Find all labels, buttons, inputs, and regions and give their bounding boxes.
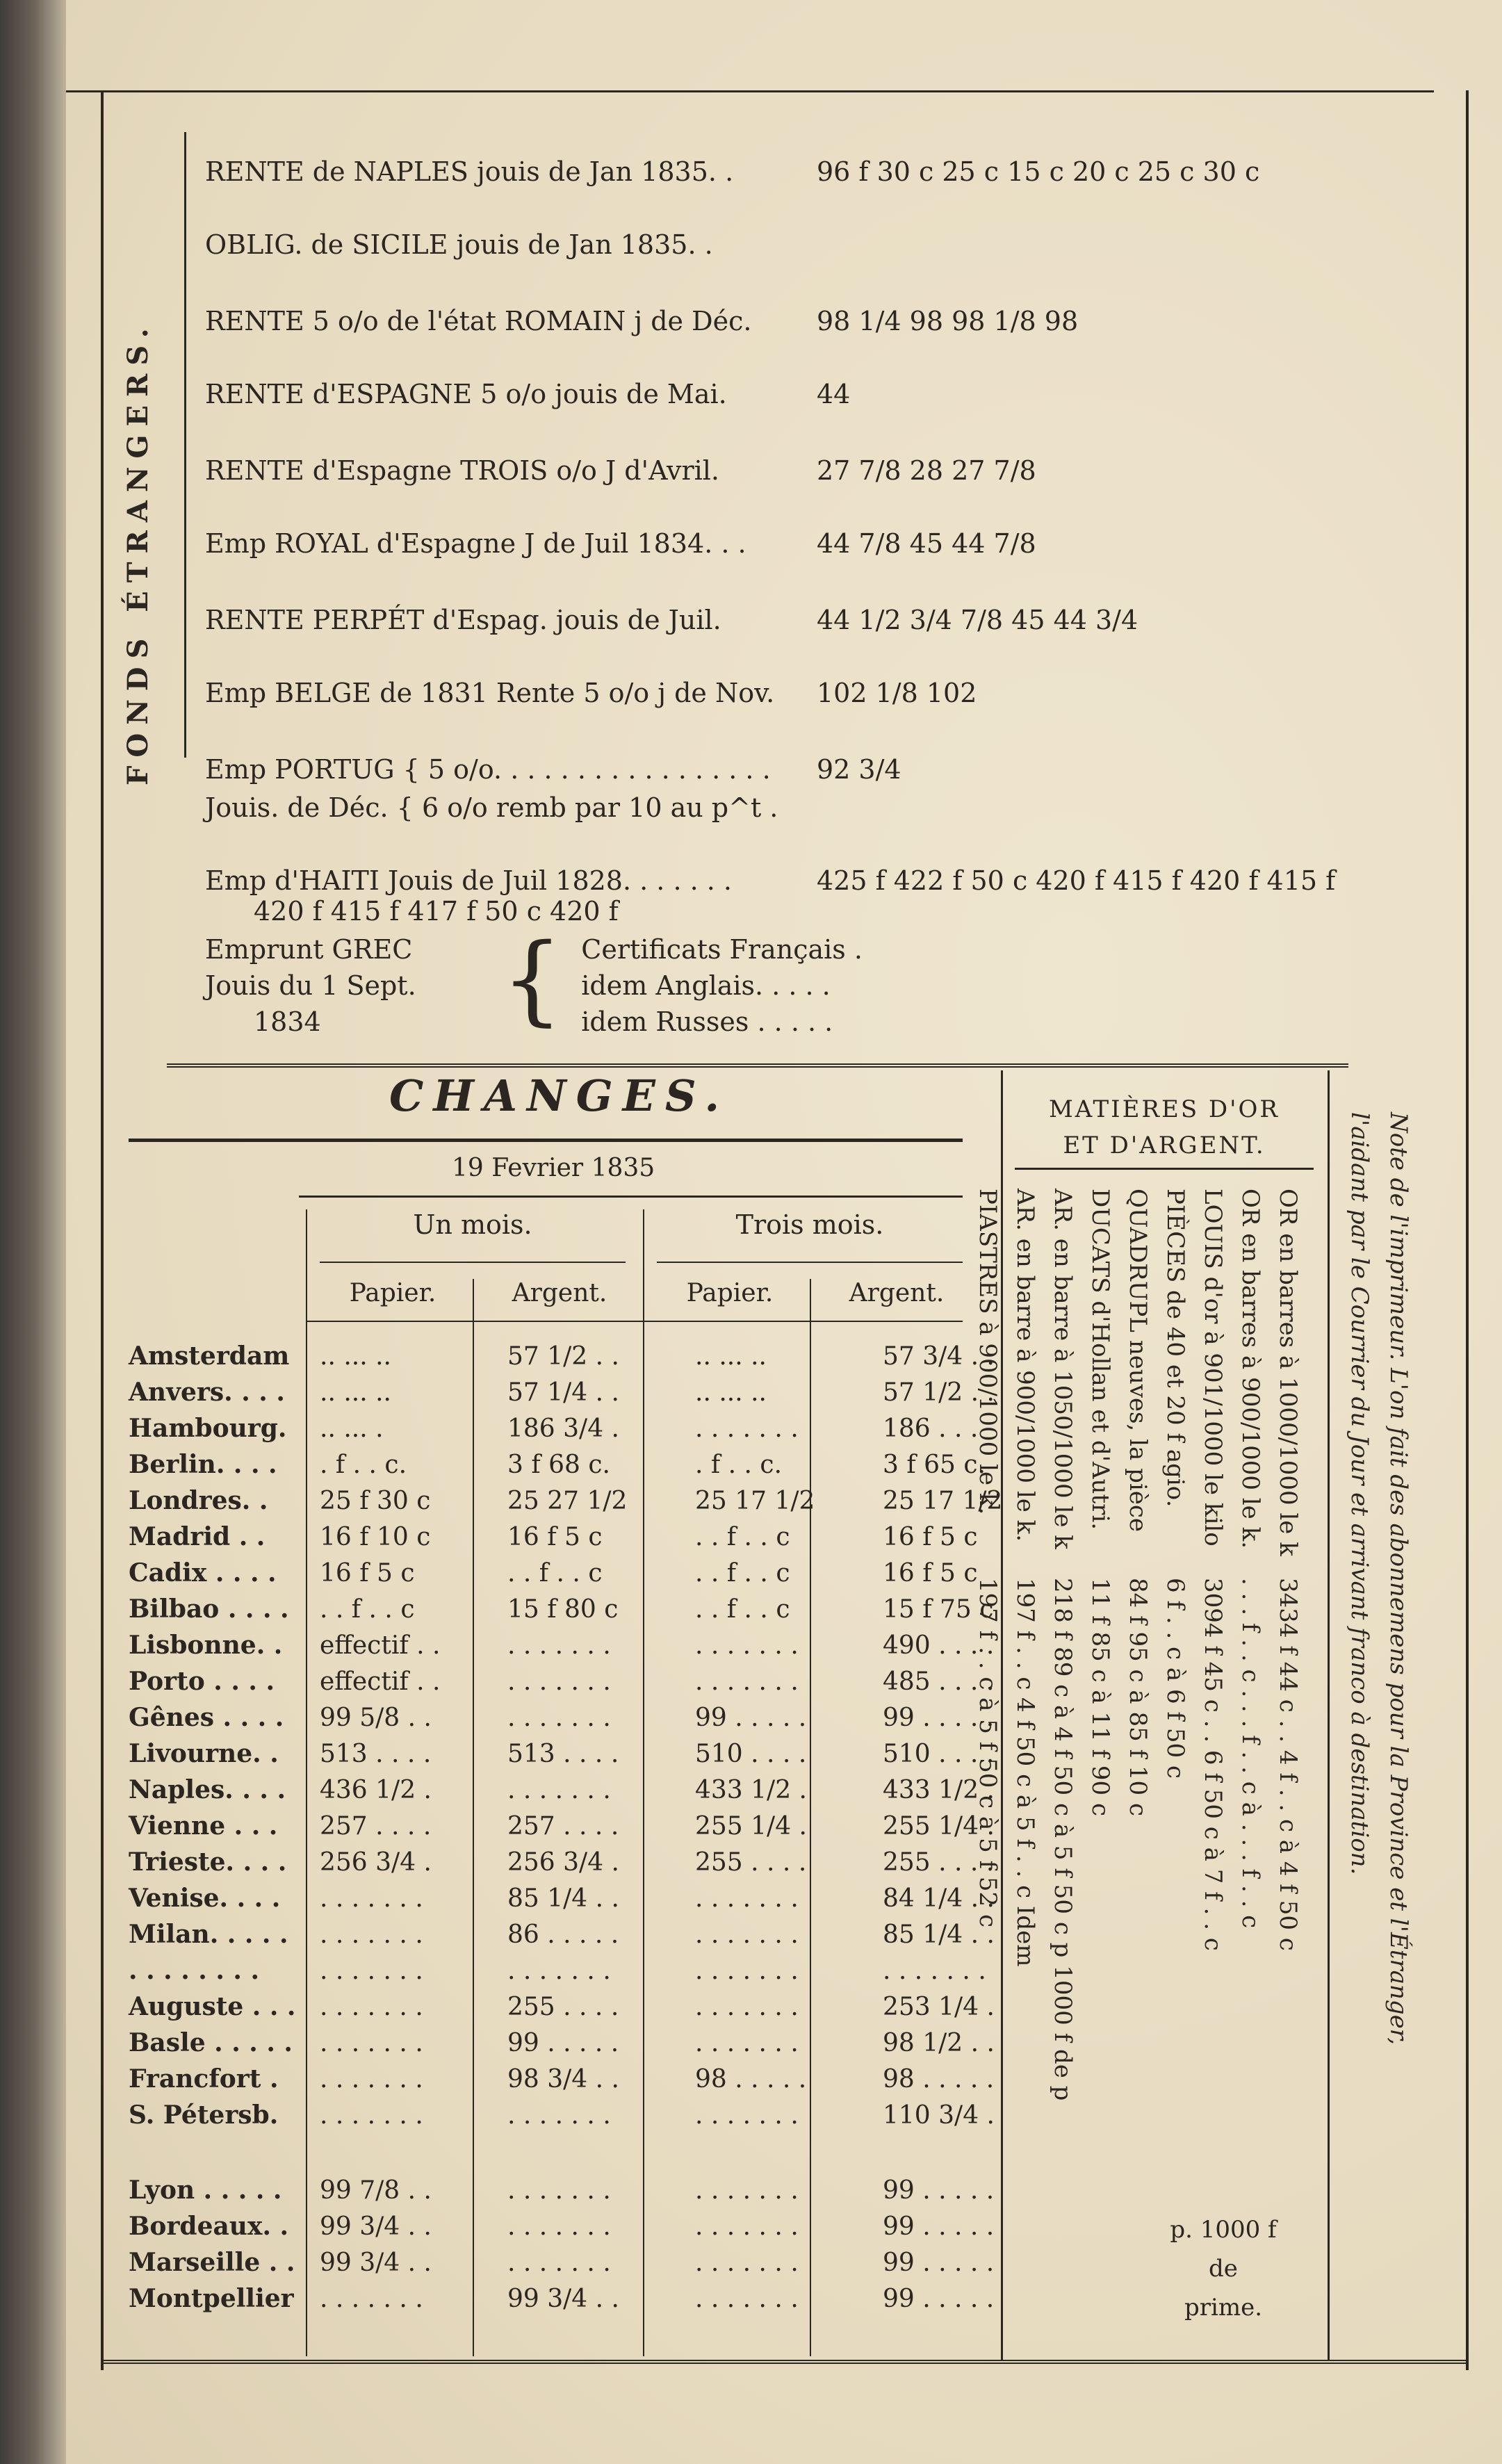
city-name: Bilbao . . . . <box>129 1594 289 1624</box>
fonds-label: RENTE PERPÉT d'Espag. jouis de Juil. <box>205 605 721 635</box>
city-name: Basle . . . . . <box>129 2028 293 2057</box>
matiere-values: 84 f 95 c à 85 f 10 c <box>1124 1578 1152 1817</box>
rate-cell: 84 1/4 . . <box>883 1884 995 1913</box>
rate-cell: 16 f 5 c <box>883 1558 978 1588</box>
grec-line: 1834 <box>254 1006 321 1037</box>
rate-cell: 99 . . . . . <box>883 2248 995 2277</box>
rate-cell: 513 . . . . <box>507 1739 619 1768</box>
rate-cell: 99 3/4 . . <box>320 2248 432 2277</box>
table-row <box>129 1446 1056 1483</box>
rate-cell: . . . . . . . <box>320 1884 423 1913</box>
table-row <box>129 2281 1056 2317</box>
rate-cell: . . . . . . . <box>320 2028 423 2057</box>
rate-cell: . . f . . c <box>507 1558 603 1588</box>
rate-cell: 255 . . . . <box>507 1992 619 2021</box>
rate-cell: . . . . . . . <box>507 1631 611 1660</box>
table-row <box>129 1916 1056 1952</box>
rate-cell: . . . . . . . <box>507 2248 611 2277</box>
city-name: Venise. . . . <box>129 1884 281 1913</box>
matiere-values: 218 f 89 c à 4 f 50 c à 5 f 50 c p 1000 f de p <box>1049 1578 1077 2101</box>
rate-cell: 57 3/4 . . <box>883 1341 995 1371</box>
rate-cell: 186 3/4 . <box>507 1414 619 1443</box>
changes-rule <box>129 1139 963 1142</box>
fonds-label: RENTE d'Espagne TROIS o/o J d'Avril. <box>205 455 719 486</box>
matiere-values: 197 f . . c 4 f 50 c à 5 f . . c Idem <box>1011 1578 1039 1967</box>
rate-cell: 98 . . . . . <box>883 2064 995 2094</box>
fonds-row <box>205 678 977 708</box>
rate-cell: effectif . . <box>320 1631 441 1660</box>
rate-cell: 99 3/4 . . <box>507 2284 619 2313</box>
rate-cell: .. ... .. <box>695 1378 767 1407</box>
fonds-values: 27 7/8 28 27 7/8 <box>817 455 1036 486</box>
matiere-row <box>1081 1189 1119 2100</box>
table-row <box>129 2172 1056 2208</box>
city-name: S. Pétersb. <box>129 2100 279 2130</box>
rate-cell: 99 . . . . . <box>883 1703 995 1732</box>
fonds-values: 44 1/2 3/4 7/8 45 44 3/4 <box>817 605 1138 635</box>
fonds-row <box>205 865 1335 927</box>
rate-cell: 99 . . . . . <box>507 2028 619 2057</box>
rate-cell: 25 27 1/2 <box>507 1486 628 1515</box>
city-name: Porto . . . . <box>129 1667 275 1696</box>
rate-cell: . . . . . . . <box>883 1956 986 1985</box>
header-papier: Papier. <box>686 1279 774 1307</box>
rate-cell: 98 . . . . . <box>695 2064 807 2094</box>
rate-cell: 485 . . . . <box>883 1667 995 1696</box>
rate-cell: . . . . . . . <box>320 2100 423 2130</box>
rate-cell: 433 1/2 . <box>695 1775 807 1804</box>
changes-title: CHANGES. <box>389 1070 730 1121</box>
fonds-label: Emp PORTUG { 5 o/o. . . . . . . . . . . . . . . . . <box>205 754 771 785</box>
city-name: Francfort . <box>129 2064 279 2094</box>
bottom-rule <box>101 2360 1466 2364</box>
rate-cell: . . . . . . . <box>695 2248 799 2277</box>
matiere-row <box>1269 1189 1307 2100</box>
rate-cell: . . . . . . . <box>695 1884 799 1913</box>
rate-cell: 99 . . . . . <box>695 1703 807 1732</box>
group-rule <box>320 1262 626 1263</box>
city-name: Marseille . . <box>129 2248 295 2277</box>
city-name: Madrid . . <box>129 1522 266 1551</box>
rate-cell: 25 f 30 c <box>320 1486 431 1515</box>
matiere-row <box>1232 1189 1269 2100</box>
fonds-label: RENTE 5 o/o de l'état ROMAIN j de Déc. <box>205 306 752 336</box>
rate-cell: 16 f 5 c <box>507 1522 603 1551</box>
rate-cell: 510 . . . . <box>883 1739 995 1768</box>
rate-cell: . . . . . . . <box>507 1956 611 1985</box>
matiere-values: 6 f . . c à 6 f 50 c <box>1161 1578 1189 1779</box>
header-argent: Argent. <box>849 1279 945 1307</box>
grec-line: Jouis du 1 Sept. <box>205 970 416 1001</box>
fonds-etrangers-label: FONDS ÉTRANGERS. <box>122 320 154 785</box>
rate-cell: 255 1/4 . <box>883 1811 995 1841</box>
rate-cell: 85 1/4 . . <box>507 1884 619 1913</box>
rate-cell: 257 . . . . <box>320 1811 432 1841</box>
matiere-row <box>969 1189 1006 2100</box>
table-row <box>129 2208 1056 2244</box>
fonds-values: 102 1/8 102 <box>817 678 977 708</box>
rate-cell: .. ... .. <box>320 1341 391 1371</box>
header-argent: Argent. <box>512 1279 607 1307</box>
matiere-row <box>1194 1189 1232 2100</box>
fonds-label: Emp ROYAL d'Espagne J de Juil 1834. . . <box>205 528 746 559</box>
rate-cell: 3 f 68 c. <box>507 1450 610 1479</box>
header-papier: Papier. <box>349 1279 436 1307</box>
fonds-label: Emp d'HAITI Jouis de Juil 1828. . . . . . . <box>205 865 733 896</box>
rate-cell: 433 1/2 . <box>883 1775 995 1804</box>
fonds-label: RENTE de NAPLES jouis de Jan 1835. . <box>205 156 734 187</box>
rate-cell: . . . . . . . <box>320 2284 423 2313</box>
rate-cell: . . . . . . . <box>507 2212 611 2241</box>
fonds-row <box>205 306 1078 336</box>
rate-cell: . . . . . . . <box>695 1956 799 1985</box>
rate-cell: . . . . . . . <box>320 1920 423 1949</box>
rate-cell: 85 1/4 . . <box>883 1920 995 1949</box>
fonds-values: 98 1/4 98 98 1/8 98 <box>817 306 1079 336</box>
rate-cell: . . . . . . . <box>695 1992 799 2021</box>
fonds-row <box>205 229 817 260</box>
fonds-row <box>205 528 1036 559</box>
rate-cell: 57 1/4 . . <box>507 1378 619 1407</box>
rate-cell: . . . . . . . <box>695 2028 799 2057</box>
rate-cell: 16 f 10 c <box>320 1522 431 1551</box>
city-name: Naples. . . . <box>129 1775 286 1804</box>
emprunt-grec <box>205 923 863 1040</box>
city-name: Vienne . . . <box>129 1811 278 1841</box>
matiere-values: . . . f . . c . . . f . . c à . . . f . . c <box>1236 1578 1264 1929</box>
fonds-label: Emp BELGE de 1831 Rente 5 o/o j de Nov. <box>205 678 775 708</box>
rate-cell: 110 3/4 . <box>883 2100 995 2130</box>
prime-line: prime. <box>1184 2294 1263 2322</box>
grec-line: idem Anglais. . . . . <box>581 970 831 1001</box>
rate-cell: . . f . . c <box>695 1594 790 1624</box>
rate-cell: effectif . . <box>320 1667 441 1696</box>
city-name: Londres. . <box>129 1486 268 1515</box>
note-line: Note de l'imprimeur. L'on fait des abonnemens pour la Province et l'Étranger, <box>1385 1112 1412 2046</box>
fonds-values-continued: 420 f 415 f 417 f 50 c 420 f <box>254 896 619 927</box>
rate-cell: . . . . . . . <box>695 1667 799 1696</box>
matiere-label: PIASTRES à 900/1000 le k. <box>974 1189 1002 1515</box>
rate-cell: . . . . . . . <box>507 1775 611 1804</box>
city-name: Livourne. . <box>129 1739 279 1768</box>
rate-cell: .. ... .. <box>695 1341 767 1371</box>
fonds-values: 44 7/8 45 44 7/8 <box>817 528 1036 559</box>
city-name: Auguste . . . <box>129 1992 296 2021</box>
city-name: Hambourg. <box>129 1414 287 1443</box>
group-rule <box>657 1262 963 1263</box>
table-gap <box>129 2133 1056 2172</box>
city-name: Cadix . . . . <box>129 1558 277 1588</box>
rate-cell: .. ... . <box>320 1414 384 1443</box>
rate-cell: . . . . . . . <box>695 2176 799 2205</box>
rate-cell: .. ... .. <box>320 1378 391 1407</box>
changes-header-rule <box>299 1196 963 1198</box>
matieres-title <box>1015 1091 1314 1164</box>
table-row <box>129 1699 1056 1736</box>
rate-cell: 99 . . . . . <box>883 2176 995 2205</box>
fonds-row <box>205 754 901 785</box>
rate-cell: 25 17 1/2 <box>883 1486 1003 1515</box>
fonds-label: Jouis. de Déc. { 6 o/o remb par 10 au p^t . <box>205 792 778 823</box>
matiere-label: AR. en barre à 900/1000 le k. <box>1011 1189 1039 1542</box>
table-row <box>129 1808 1056 1844</box>
fonds-values: 96 f 30 c 25 c 15 c 20 c 25 c 30 c <box>817 156 1260 187</box>
city-name: Anvers. . . . <box>129 1378 285 1407</box>
prime-line: p. 1000 f <box>1170 2216 1277 2244</box>
rate-cell: . f . . c. <box>695 1450 783 1479</box>
matiere-values: 197 f . . c à 5 f 50 c à 5 f 52 c <box>974 1578 1002 1928</box>
page-edge <box>0 0 76 2464</box>
matiere-row <box>1119 1189 1157 2100</box>
table-row <box>129 1772 1056 1808</box>
table-row <box>129 2025 1056 2061</box>
fonds-values: 44 <box>817 379 851 409</box>
group-trois-mois: Trois mois. <box>735 1209 884 1240</box>
table-row <box>129 1736 1056 1772</box>
rate-cell: . . f . . c <box>320 1594 415 1624</box>
table-row <box>129 1989 1056 2025</box>
matiere-label: QUADRUPL neuves, la pièce <box>1124 1189 1152 1532</box>
rate-cell: 99 7/8 . . <box>320 2176 432 2205</box>
city-name: Lisbonne. . <box>129 1631 283 1660</box>
matiere-label: LOUIS d'or à 901/1000 le kilo <box>1199 1189 1227 1547</box>
rate-cell: 186 . . . <box>883 1414 979 1443</box>
grec-line: Certificats Français . <box>581 934 863 965</box>
brace-glyph: { <box>501 923 564 1036</box>
city-name: . . . . . . . . <box>129 1956 259 1985</box>
table-row <box>129 1880 1056 1916</box>
rate-cell: 490 . . . . <box>883 1631 995 1660</box>
rate-cell: 257 . . . . <box>507 1811 619 1841</box>
table-row <box>129 2061 1056 2097</box>
prime-line: de <box>1209 2255 1238 2283</box>
rate-cell: 255 . . . . <box>695 1847 807 1877</box>
rate-cell: 16 f 5 c <box>320 1558 415 1588</box>
rate-cell: 513 . . . . <box>320 1739 432 1768</box>
rate-cell: . . . . . . . <box>695 1631 799 1660</box>
rate-cell: . . . . . . . <box>695 1920 799 1949</box>
rate-cell: . . . . . . . <box>507 2176 611 2205</box>
rate-cell: . . f . . c <box>695 1558 790 1588</box>
matiere-label: PIÈCES de 40 et 20 f agio. <box>1161 1189 1189 1508</box>
grec-line: Emprunt GREC <box>205 934 413 965</box>
rate-cell: 436 1/2 . <box>320 1775 432 1804</box>
rate-cell: 98 3/4 . . <box>507 2064 619 2094</box>
rate-cell: 99 3/4 . . <box>320 2212 432 2241</box>
rate-cell: 256 3/4 . <box>507 1847 619 1877</box>
table-row <box>129 1483 1056 1519</box>
rate-cell: . . . . . . . <box>320 1992 423 2021</box>
table-row <box>129 1519 1056 1555</box>
matiere-values: 3094 f 45 c . . 6 f 50 c à 7 f . . c <box>1199 1578 1227 1951</box>
table-row <box>129 1555 1056 1591</box>
rate-cell: 98 1/2 . . <box>883 2028 995 2057</box>
table-row <box>129 1663 1056 1699</box>
fonds-values: 92 3/4 <box>817 754 901 785</box>
city-name: Lyon . . . . . <box>129 2176 282 2205</box>
column-rule <box>1328 1070 1330 2360</box>
city-name: Bordeaux. . <box>129 2212 289 2241</box>
table-row <box>129 1338 1056 1374</box>
fonds-label: RENTE d'ESPAGNE 5 o/o jouis de Mai. <box>205 379 727 409</box>
rate-cell: 15 f 75 c <box>883 1594 994 1624</box>
rate-cell: 57 1/2 . . <box>883 1378 995 1407</box>
city-name: Milan. . . . . <box>129 1920 288 1949</box>
matiere-values: 3434 f 44 c . . 4 f . . c à 4 f 50 c <box>1274 1578 1302 1951</box>
fonds-row <box>205 605 1138 635</box>
matiere-label: OR en barres à 1000/1000 le k <box>1274 1189 1302 1556</box>
rate-cell: 3 f 65 c. <box>883 1450 986 1479</box>
fonds-row <box>205 792 817 823</box>
rate-cell: 99 . . . . . <box>883 2284 995 2313</box>
rate-cell: . . . . . . . <box>695 2284 799 2313</box>
group-un-mois: Un mois. <box>413 1209 532 1240</box>
fonds-divider <box>184 132 186 758</box>
table-row <box>129 1374 1056 1410</box>
rate-cell: . . . . . . . <box>695 1414 799 1443</box>
rate-cell: 253 1/4 . <box>883 1992 995 2021</box>
rate-cell: 25 17 1/2 <box>695 1486 815 1515</box>
table-row <box>129 1627 1056 1663</box>
matieres-title-line: MATIÈRES D'OR <box>1048 1095 1280 1123</box>
rate-cell: . . . . . . . <box>507 1703 611 1732</box>
matiere-label: DUCATS d'Hollan et d'Autri. <box>1086 1189 1114 1531</box>
rate-cell: 86 . . . . . <box>507 1920 619 1949</box>
rate-cell: . . . . . . . <box>507 1667 611 1696</box>
printer-note <box>1340 1112 1418 2045</box>
rate-cell: . . f . . c <box>695 1522 790 1551</box>
rate-cell: . . . . . . . <box>507 2100 611 2130</box>
grec-line: idem Russes . . . . . <box>581 1006 833 1037</box>
rate-cell: . . . . . . . <box>695 2100 799 2130</box>
rate-cell: 255 . . . . <box>883 1847 995 1877</box>
note-line: l'aidant par le Courrier du Jour et arrivant franco à destination. <box>1346 1112 1373 1875</box>
matieres-title-line: ET D'ARGENT. <box>1063 1132 1266 1159</box>
matieres-list <box>969 1189 1307 2100</box>
changes-date: 19 Fevrier 1835 <box>452 1154 655 1182</box>
matieres-rule <box>1015 1168 1314 1170</box>
rate-cell: 57 1/2 . . <box>507 1341 619 1371</box>
matiere-row <box>1044 1189 1081 2100</box>
section-separator <box>167 1063 1348 1068</box>
table-row <box>129 2097 1056 2133</box>
table-row <box>129 2244 1056 2281</box>
changes-table <box>129 1338 1056 2317</box>
fonds-label: OBLIG. de SICILE jouis de Jan 1835. . <box>205 229 713 260</box>
rate-cell: 510 . . . . <box>695 1739 807 1768</box>
header-rule <box>306 1321 963 1322</box>
table-row <box>129 1410 1056 1446</box>
fonds-row <box>205 379 850 409</box>
city-name: Gênes . . . . <box>129 1703 284 1732</box>
city-name: Montpellier <box>129 2284 294 2313</box>
rate-cell: . f . . c. <box>320 1450 407 1479</box>
matieres-prime <box>1154 2210 1293 2327</box>
city-name: Amsterdam <box>129 1341 290 1371</box>
matiere-values: 11 f 85 c à 11 f 90 c <box>1086 1578 1114 1817</box>
fonds-values: 425 f 422 f 50 c 420 f 415 f 420 f 415 f <box>817 865 1336 896</box>
table-row <box>129 1591 1056 1627</box>
city-name: Trieste. . . . <box>129 1847 287 1877</box>
rate-cell: 16 f 5 c <box>883 1522 978 1551</box>
table-row <box>129 1844 1056 1880</box>
matiere-row <box>1006 1189 1044 2100</box>
rate-cell: 256 3/4 . <box>320 1847 432 1877</box>
matiere-row <box>1157 1189 1194 2100</box>
rate-cell: 99 . . . . . <box>883 2212 995 2241</box>
rate-cell: . . . . . . . <box>320 2064 423 2094</box>
matiere-label: AR. en barre à 1050/1000 le k <box>1049 1189 1077 1549</box>
rate-cell: 99 5/8 . . <box>320 1703 432 1732</box>
fonds-row <box>205 156 1259 187</box>
city-name: Berlin. . . . <box>129 1450 277 1479</box>
rate-cell: . . . . . . . <box>320 1956 423 1985</box>
rate-cell: 255 1/4 . <box>695 1811 807 1841</box>
matiere-label: OR en barres à 900/1000 le k. <box>1236 1189 1264 1549</box>
fonds-row <box>205 455 1036 486</box>
rate-cell: 15 f 80 c <box>507 1594 619 1624</box>
table-row <box>129 1952 1056 1989</box>
rate-cell: . . . . . . . <box>695 2212 799 2241</box>
